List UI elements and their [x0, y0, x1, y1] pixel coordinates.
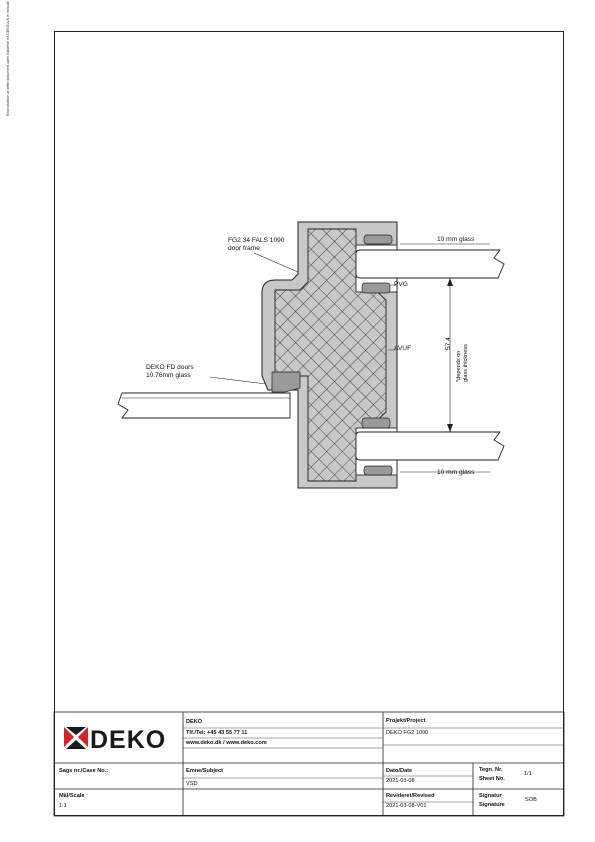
dimension-note-line2: glass thickness	[463, 344, 469, 382]
subject-value: VSD	[186, 781, 198, 787]
signatur-label: Signatur	[479, 793, 502, 799]
project-value: DEKO FG2 1090	[386, 730, 429, 736]
gasket-top-inner	[362, 283, 390, 293]
sheet-label: Sheet No.	[479, 776, 505, 782]
door-label	[146, 364, 194, 380]
deko-logo-icon	[64, 727, 88, 749]
gasket-bottom-inner	[362, 418, 390, 428]
dimension-value: 57.4	[445, 337, 452, 350]
case-label: Sags nr./Case No.:	[59, 768, 109, 774]
frame-label-line1: FG2 34 FALS 1090	[228, 237, 285, 244]
glass-top-label: 10 mm glass	[437, 236, 475, 243]
gasket-top-outer	[364, 235, 392, 244]
glass-bottom-label: 10 mm glass	[437, 469, 475, 476]
scale-label: Mål/Scale	[59, 793, 85, 799]
company-phone: Tlf./Tel: +45 43 55 77 11	[186, 730, 248, 736]
logo-wordmark: DEKO	[90, 726, 167, 754]
frame-label-line2: door frame	[228, 245, 260, 252]
glass-pane-bottom	[356, 432, 504, 460]
date-value: 2021-03-08	[386, 778, 415, 784]
door-label-line1: DEKO FD doors	[146, 364, 194, 371]
drawing-no-label: Tegn. Nr.	[479, 767, 503, 773]
door-label-line2: 10.76mm glass	[146, 372, 191, 379]
company-name: DEKO	[186, 719, 203, 725]
door-gasket	[272, 372, 300, 392]
side-note-text: Reproduktion af dette dokument uden tilladelse fra DEKO A/S er forbudt	[6, 1, 10, 116]
project-label: Projekt/Project	[386, 718, 426, 724]
pvg-label: PVG	[394, 281, 408, 288]
scale-value: 1:1	[59, 803, 67, 809]
date-label: Dato/Date	[386, 768, 413, 774]
frame-label	[228, 237, 284, 253]
revised-label: Revideret/Revised	[386, 793, 435, 799]
company-web: www.deko.dk / www.deko.com	[186, 740, 267, 746]
dimension-note	[456, 344, 470, 382]
signature-label: Signature	[479, 802, 505, 808]
avuf-label: AVUF	[394, 345, 412, 352]
sheet-value: 1/1	[524, 771, 532, 777]
revised-value: 2021-03-08-V01	[386, 803, 427, 809]
glass-pane-top	[356, 250, 504, 278]
signature-value: SOB	[525, 797, 537, 803]
subject-label: Emne/Subject	[186, 768, 223, 774]
door-glass	[118, 393, 290, 418]
gasket-bottom-outer	[364, 466, 392, 475]
dimension-note-line1: *depends on	[456, 350, 462, 382]
